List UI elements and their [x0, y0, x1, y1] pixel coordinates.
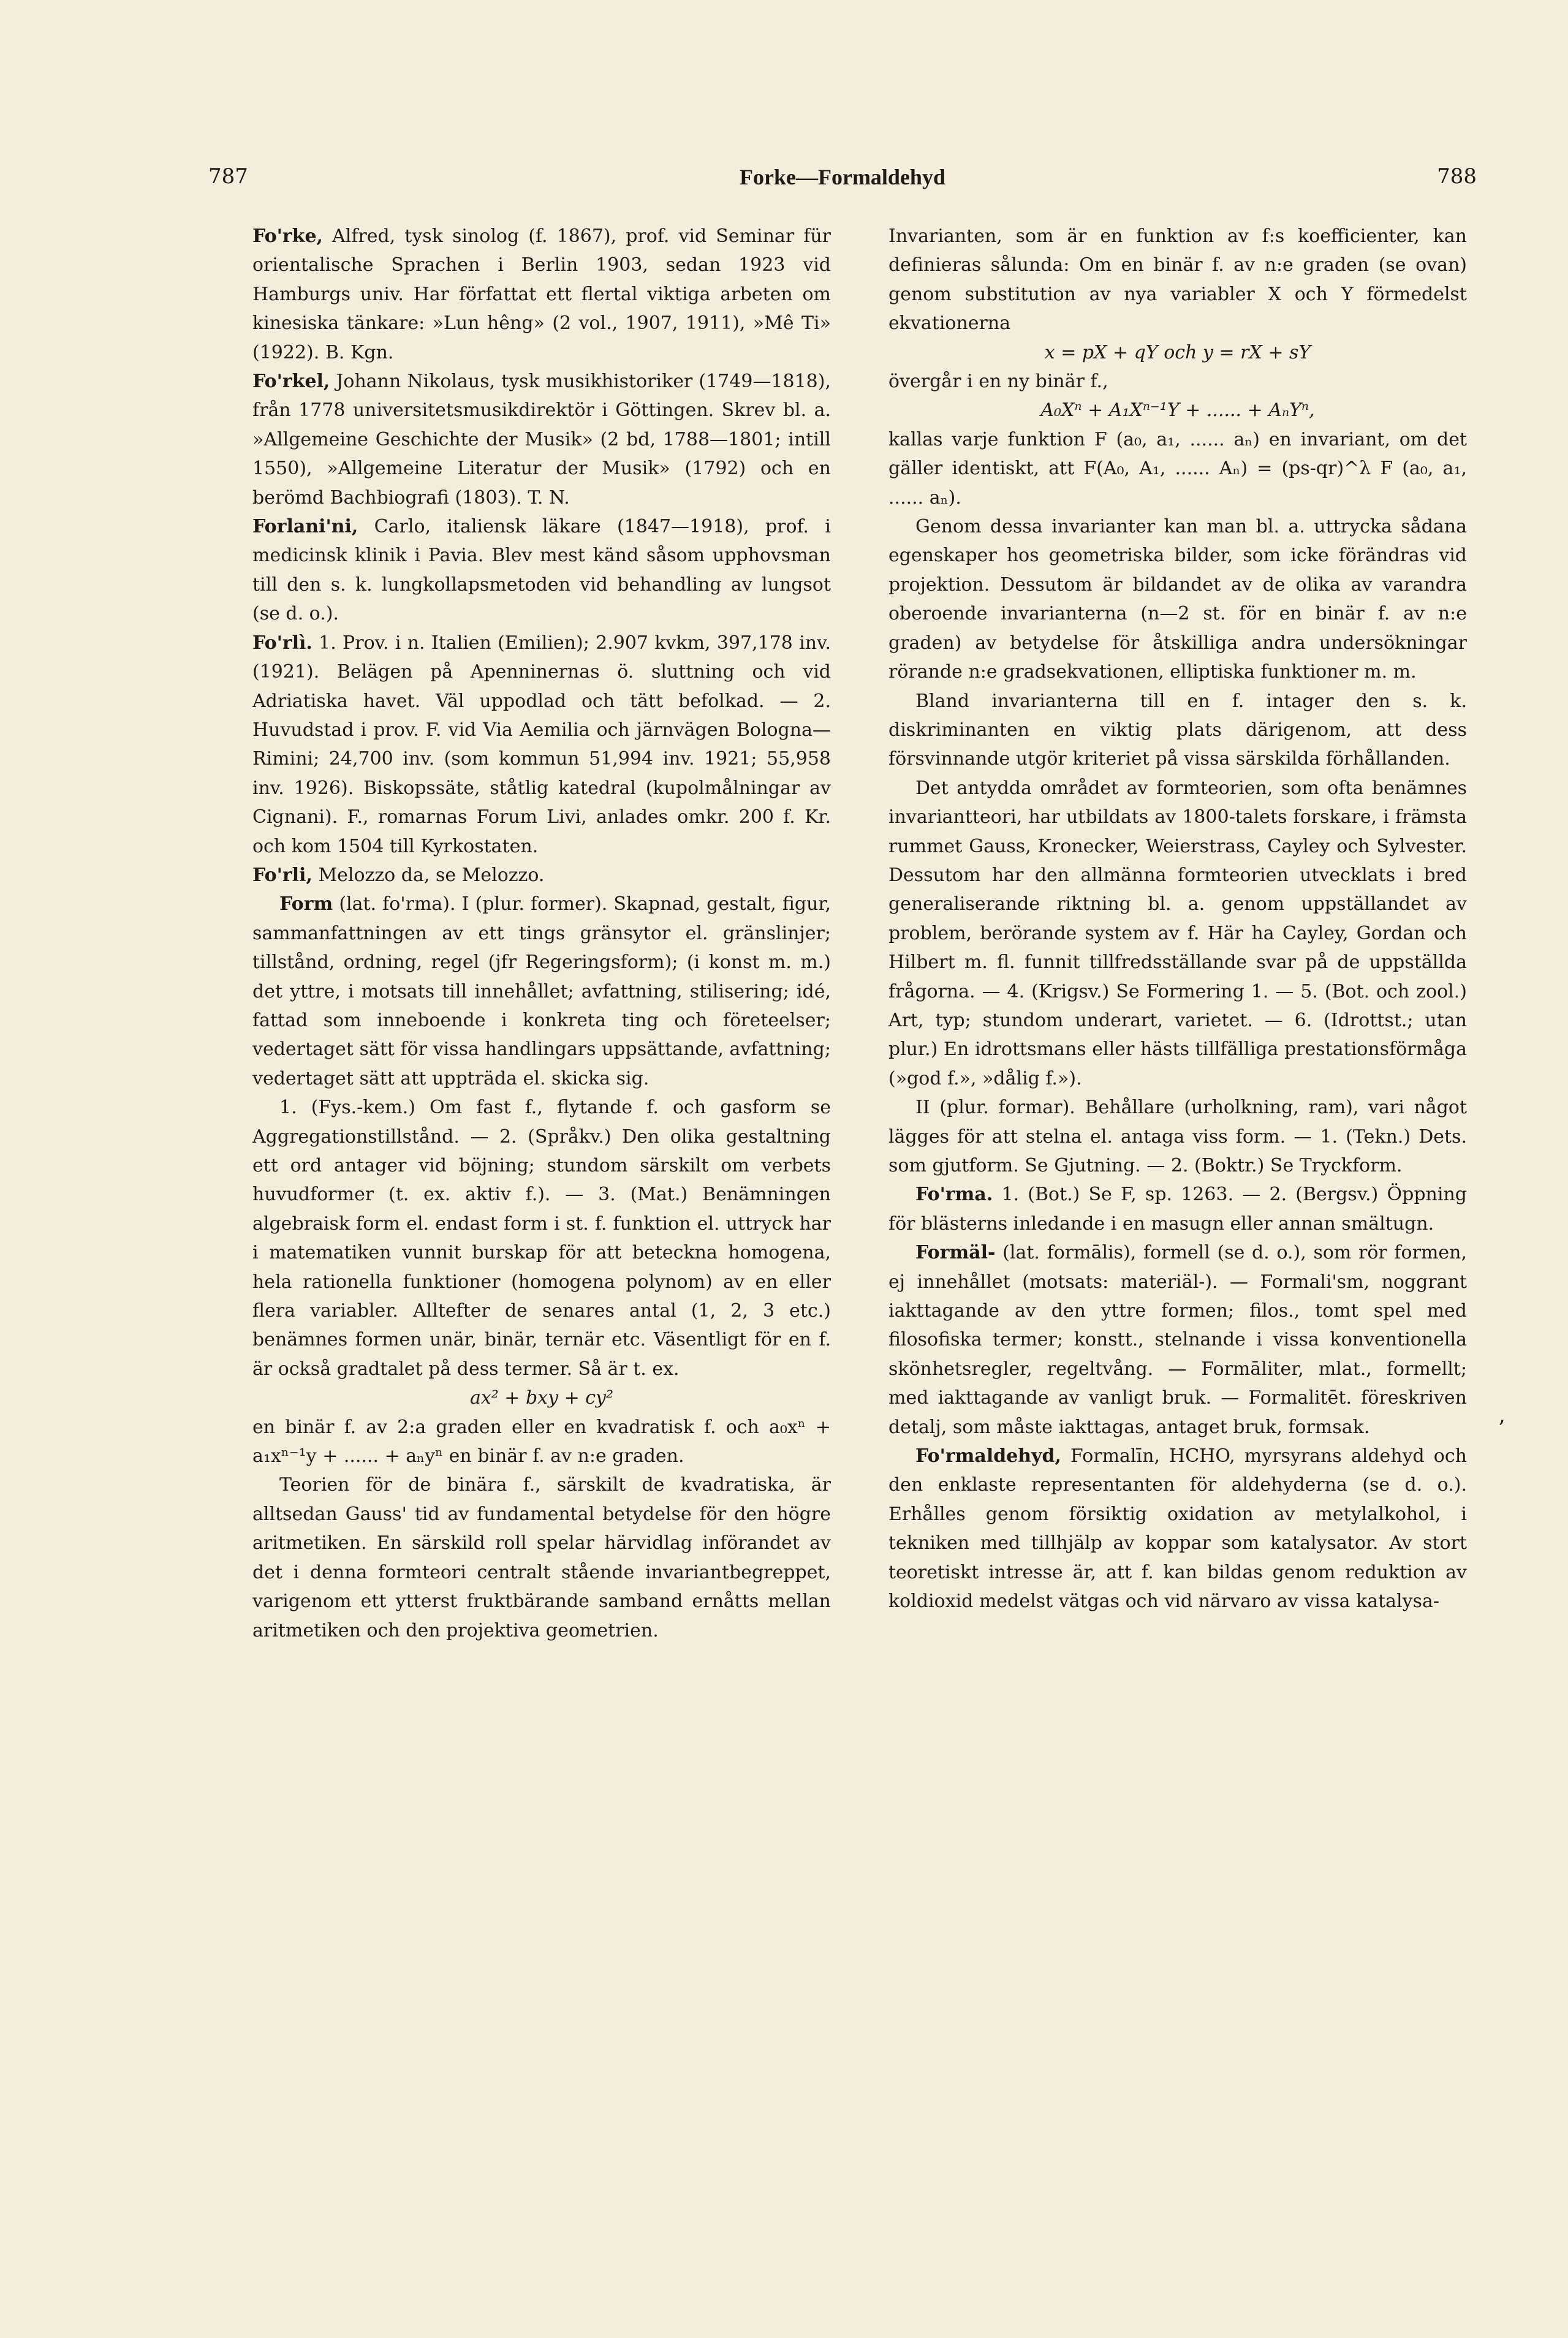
entry-text: Det antydda området av formteorien, som ofta benämnes invariantteori, har utbildats av 1800-talets forskare, i främsta rummet Gauss, Kronecker, Weierstrass, Cayley och Sylvester. Dessutom har den allmänna formteorien utvecklats i bred generaliserande riktning bl. a. genom uppställandet av problem, berörande system av f. Här ha Cayley, Gordan och Hilbert m. fl. funnit tillfredsställande svar på de uppställda frågorna. — 4. (Krigsv.) Se Formering 1. — 5. (Bot. och zool.) Art, typ; stundom underart, varietet. — 6. (Idrottst.; utan plur.) En idrottsmans eller hästs tillfälliga prestationsförmåga (»god f.», »dålig f.»). [888, 777, 1467, 1089]
margin-mark: , [1499, 1403, 1506, 1428]
entry-headword: Form [279, 893, 333, 915]
right-column-number: 788 [1437, 164, 1477, 189]
entry-paragraph [888, 1180, 1467, 1238]
entry-text: (lat. formālis), formell (se d. o.), som rör formen, ej innehållet (motsats: materiäl-). — Formali'sm, noggrant iakttagande av den yttre formen; filos., tomt spel med filosofiska termer; konstt., stelnande i vissa konventionella skönhetsregler, regeltvång. — Formāliter, mlat., formellt; med iakttagande av vanligt bruk. — Formalitēt. föreskriven detalj, som måste iakttagas, antaget bruk, formsak. [888, 1242, 1467, 1438]
entry-text: Formalīn, HCHO, myrsyrans aldehyd och den enklaste representanten för aldehyderna (se d. o.). Erhålles genom försiktig oxidation av metylalkohol, i tekniken med tillhjälp av koppar som katalysator. Av stort teoretiskt intresse är, att f. kan bildas genom reduktion av koldioxid medelst vätgas och vid närvaro av vissa katalysa- [888, 1445, 1467, 1613]
left-text-column [252, 222, 831, 1645]
right-text-column [888, 222, 1467, 1616]
text-paragraph [888, 425, 1467, 512]
text-paragraph [252, 1470, 831, 1644]
entry-headword: Formäl- [915, 1242, 996, 1264]
text-paragraph [888, 1093, 1467, 1180]
entry-paragraph [252, 629, 831, 861]
text-paragraph [888, 687, 1467, 774]
entry-text: Carlo, italiensk läkare (1847—1918), prof. i medicinsk klinik i Pavia. Blev mest känd såsom upphovsman till den s. k. lungkollapsmetoden vid behandling av lungsot (se d. o.). [252, 516, 831, 625]
entry-text: Teorien för de binära f., särskilt de kvadratiska, är alltsedan Gauss' tid av fundamental betydelse för den högre aritmetiken. En särskild roll spelar härvidlag införandet av det i denna formteori centralt stående invariantbegreppet, varigenom ett ytterst fruktbärande samband ernåtts mellan aritmetiken och den projektiva geometrien. [252, 1474, 831, 1641]
page-header [208, 164, 1477, 207]
entry-text: kallas varje funktion F (a₀, a₁, ...... aₙ) en invariant, om det gäller identiskt, att F(A₀, A₁, ...... Aₙ) = (ps-qr)^λ F (a₀, a₁, ...... aₙ). [888, 428, 1467, 509]
entry-headword: Fo'rke, [252, 225, 323, 247]
entry-text: Invarianten, som är en funktion av f:s koefficienter, kan definieras sålunda: Om en binär f. av n:e graden (se ovan) genom substitution av nya variabler X och Y förmedelst ekvationerna [888, 225, 1467, 335]
entry-headword: Fo'rma. [915, 1184, 993, 1206]
text-paragraph [252, 1093, 831, 1383]
formula-line [888, 338, 1467, 367]
entry-text: 1. Prov. i n. Italien (Emilien); 2.907 kvkm, 397,178 inv. (1921). Belägen på Apenninernas ö. sluttning och vid Adriatiska havet. Väl uppodlad och tätt befolkad. — 2. Huvudstad i prov. F. vid Via Aemilia och järnvägen Bologna—Rimini; 24,700 inv. (som kommun 51,994 inv. 1921; 55,958 inv. 1926). Biskopssäte, ståtlig katedral (kupolmålningar av Cignani). F., romarnas Forum Livi, anlades omkr. 200 f. Kr. och kom 1504 till Kyrkostaten. [252, 632, 831, 857]
entry-paragraph [252, 512, 831, 629]
text-paragraph [888, 222, 1467, 338]
entry-headword: Fo'rkel, [252, 371, 330, 393]
entry-headword: Fo'rmaldehyd, [915, 1445, 1061, 1467]
running-title: Forke—Formaldehyd [740, 165, 945, 189]
text-paragraph [888, 512, 1467, 686]
entry-text: en binär f. av 2:a graden eller en kvadratisk f. och a₀xⁿ + a₁xⁿ⁻¹y + ...... + aₙyⁿ en binär f. av n:e graden. [252, 1416, 831, 1467]
entry-paragraph [888, 1238, 1467, 1442]
text-paragraph [888, 774, 1467, 1093]
text-paragraph [252, 1413, 831, 1471]
entry-headword: Fo'rli, [252, 864, 312, 886]
entry-text: II (plur. formar). Behållare (urholkning, ram), vari något lägges för att stelna el. antaga viss form. — 1. (Tekn.) Dets. som gjutform. Se Gjutning. — 2. (Boktr.) Se Tryckform. [888, 1097, 1467, 1176]
entry-text: A₀Xⁿ + A₁Xⁿ⁻¹Y + ...... + AₙYⁿ, [1040, 399, 1315, 422]
entry-paragraph [252, 890, 831, 1093]
entry-text: Melozzo da, se Melozzo. [312, 864, 545, 886]
text-paragraph [888, 367, 1467, 396]
entry-paragraph [888, 1442, 1467, 1616]
entry-text: Bland invarianterna till en f. intager den s. k. diskriminanten en viktig plats därigenom, att dess försvinnande utgör kriteriet på vissa särskilda förhållanden. [888, 690, 1467, 770]
entry-headword: Forlani'ni, [252, 516, 358, 538]
entry-paragraph [252, 861, 831, 890]
entry-text: Genom dessa invarianter kan man bl. a. uttrycka sådana egenskaper hos geometriska bilder, som icke förändras vid projektion. Dessutom är bildandet av de olika av varandra oberoende invarianterna (n—2 st. för en binär f. av n:e graden) av betydelse för åtskilliga andra undersökningar rörande n:e gradsekvationen, elliptiska funktioner m. m. [888, 516, 1467, 683]
entry-headword: Fo'rlì. [252, 632, 312, 654]
entry-paragraph [252, 367, 831, 512]
entry-paragraph [252, 222, 831, 367]
entry-text: övergår i en ny binär f., [888, 371, 1108, 393]
formula-line [888, 396, 1467, 425]
entry-text: (lat. fo'rma). I (plur. former). Skapnad, gestalt, figur, sammanfattningen av ett tings gränsytor el. gränslinjer; tillstånd, ordning, regel (jfr Regeringsform); (i konst m. m.) det yttre, i motsats till innehållet; avfattning, stilisering; idé, fattad som inneboende i konkreta ting och företeelser; vedertaget sätt för vissa handlingars uppsättande, avfattning; vedertaget sätt att uppträda el. skicka sig. [252, 893, 831, 1089]
entry-text: ax² + bxy + cy² [469, 1387, 614, 1409]
entry-text: 1. (Bot.) Se F, sp. 1263. — 2. (Bergsv.) Öppning för blästerns inledande i en masugn eller annan smältugn. [888, 1184, 1467, 1235]
entry-text: 1. (Fys.-kem.) Om fast f., flytande f. och gasform se Aggregationstillstånd. — 2. (Språkv.) Den olika gestaltning ett ord antager vid böjning; stundom särskilt om verbets huvudformer (t. ex. aktiv f.). — 3. (Mat.) Benämningen algebraisk form el. endast form i st. f. funktion el. uttryck har i matematiken vunnit burskap för att beteckna homogena, hela rationella funktioner (homogena polynom) av en eller flera variabler. Alltefter de senares antal (1, 2, 3 etc.) benämnes formen unär, binär, ternär etc. Väsentligt för en f. är också gradtalet på dess termer. Så är t. ex. [252, 1097, 831, 1380]
entry-text: Johann Nikolaus, tysk musikhistoriker (1749—1818), från 1778 universitetsmusikdirektör i Göttingen. Skrev bl. a. »Allgemeine Geschichte der Musik» (2 bd, 1788—1801; intill 1550), »Allgemeine Literatur der Musik» (1792) och en berömd Bachbiografi (1803). T. N. [252, 371, 831, 509]
left-column-number: 787 [208, 164, 248, 189]
entry-text: Alfred, tysk sinolog (f. 1867), prof. vid Seminar für orientalische Sprachen i Berlin 1903, sedan 1923 vid Hamburgs univ. Har författat ett flertal viktiga arbeten om kinesiska tänkare: »Lun hêng» (2 vol., 1907, 1911), »Mê Ti» (1922). B. Kgn. [252, 225, 831, 363]
entry-text: x = pX + qY och y = rX + sY [1044, 341, 1311, 363]
formula-line [252, 1383, 831, 1412]
